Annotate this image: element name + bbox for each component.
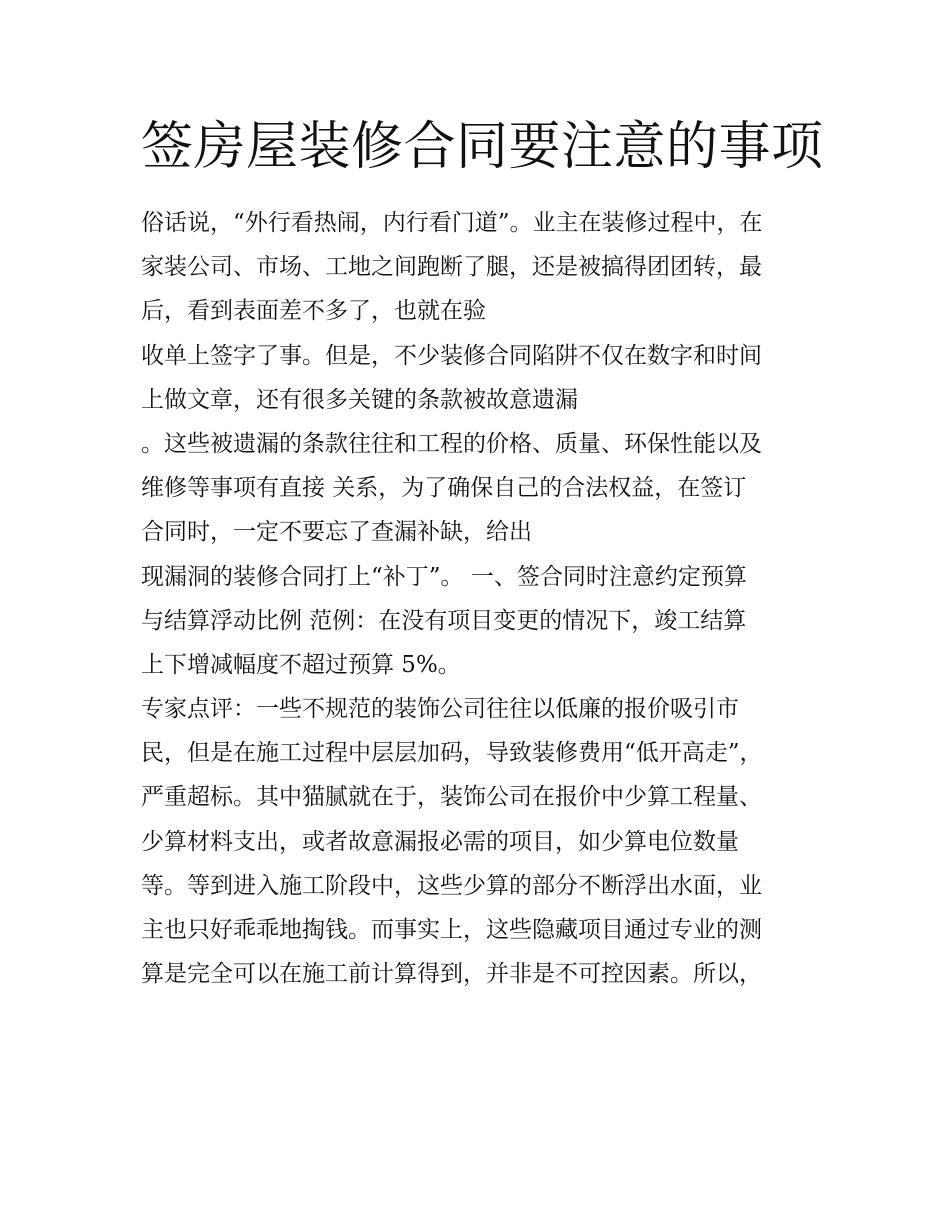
body-line: 专家点评：一些不规范的装饰公司往往以低廉的报价吸引市 <box>141 696 739 723</box>
document-title: 签房屋装修合同要注意的事项 <box>141 117 824 177</box>
body-line: 。这些被遗漏的条款往往和工程的价格、质量、环保性能以及 <box>141 430 762 457</box>
body-line: 俗话说，“外行看热闹，内行看门道”。业主在装修过程中，在 <box>141 210 763 236</box>
body-line: 维修等事项有直接 关系，为了确保自己的合法权益，在签订 <box>141 475 747 502</box>
body-line: 算是完全可以在施工前计算得到，并非是不可控因素。所以， <box>141 961 762 988</box>
body-line: 现漏洞的装修合同打上“补丁”。 一、签合同时注意约定预算 <box>141 563 747 590</box>
document-page <box>141 0 824 1229</box>
body-line: 民，但是在施工过程中层层加码，导致装修费用“低开高走”， <box>141 740 763 767</box>
body-line: 少算材料支出，或者故意漏报必需的项目，如少算电位数量 <box>141 828 739 855</box>
document-body <box>141 201 821 996</box>
body-line: 后，看到表面差不多了，也就在验 <box>141 298 486 325</box>
body-line: 上做文章，还有很多关键的条款被故意遗漏 <box>141 386 578 413</box>
body-line: 收单上签字了事。但是，不少装修合同陷阱不仅在数字和时间 <box>141 342 762 369</box>
body-line: 上下增减幅度不超过预算 5%。 <box>141 651 461 678</box>
body-line: 与结算浮动比例 范例：在没有项目变更的情况下，竣工结算 <box>141 607 747 634</box>
body-line: 家装公司、市场、工地之间跑断了腿，还是被搞得团团转，最 <box>141 254 762 281</box>
body-line: 等。等到进入施工阶段中，这些少算的部分不断浮出水面，业 <box>141 872 762 899</box>
body-line: 主也只好乖乖地掏钱。而事实上，这些隐藏项目通过专业的测 <box>141 917 762 943</box>
body-line: 严重超标。其中猫腻就在于，装饰公司在报价中少算工程量、 <box>141 784 762 811</box>
body-line: 合同时，一定不要忘了查漏补缺，给出 <box>141 519 532 546</box>
